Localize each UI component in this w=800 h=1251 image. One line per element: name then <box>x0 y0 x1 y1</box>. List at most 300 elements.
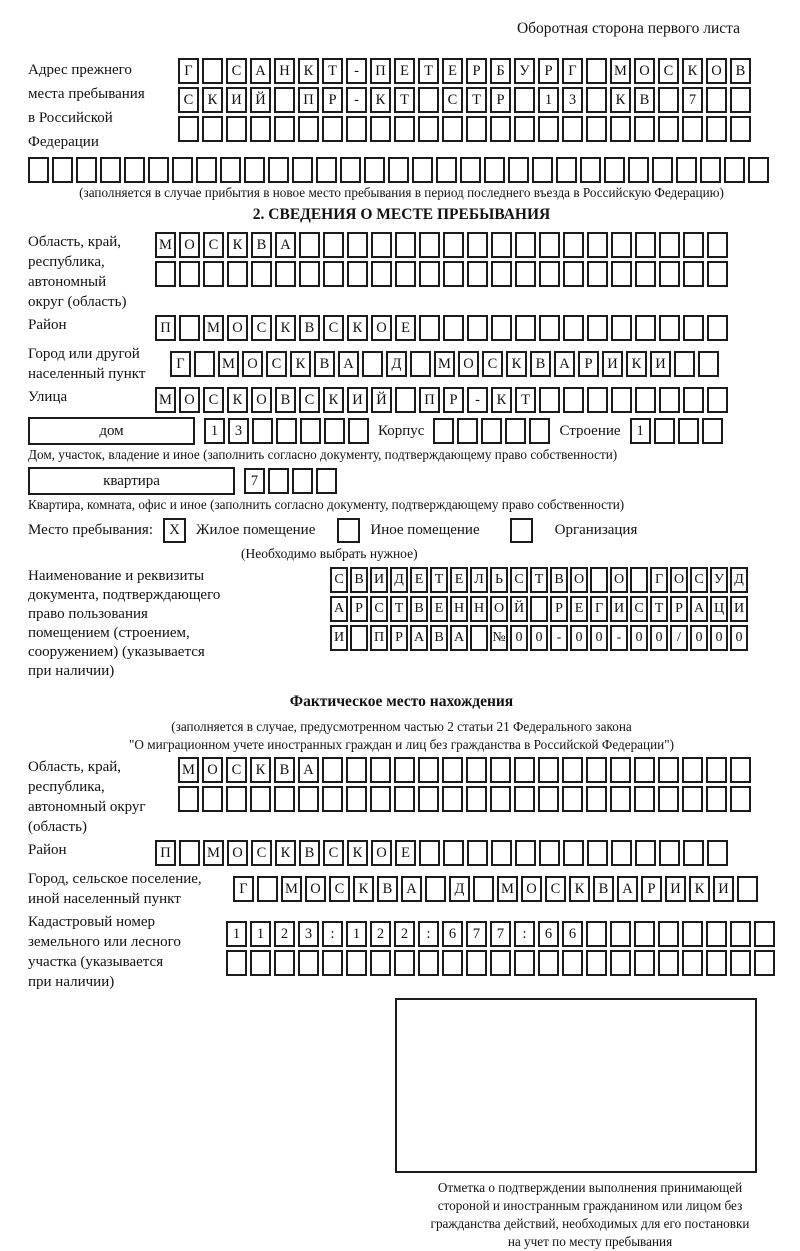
char-box <box>179 840 200 866</box>
char-box <box>418 757 439 783</box>
char-box: 1 <box>250 921 271 947</box>
char-box: Т <box>394 87 415 113</box>
char-box: 1 <box>204 418 225 444</box>
char-box: 2 <box>370 921 391 947</box>
char-box: Р <box>390 625 408 651</box>
char-box <box>226 950 247 976</box>
char-box <box>678 418 699 444</box>
char-box: № <box>490 625 508 651</box>
char-box: 7 <box>682 87 703 113</box>
char-box <box>346 116 367 142</box>
kvartira-block <box>28 467 775 495</box>
char-box: О <box>227 840 248 866</box>
char-box: Г <box>170 351 191 377</box>
char-box <box>346 786 367 812</box>
char-box: М <box>281 876 302 902</box>
char-box: 0 <box>730 625 748 651</box>
fact-gorod-label <box>28 869 233 909</box>
fact-raion-block <box>28 840 775 866</box>
char-box <box>194 351 215 377</box>
char-box <box>298 950 319 976</box>
char-box: Д <box>386 351 407 377</box>
char-box <box>635 315 656 341</box>
char-box <box>682 116 703 142</box>
char-box: П <box>298 87 319 113</box>
char-box: К <box>610 87 631 113</box>
char-box <box>683 261 704 287</box>
ulitsa-row <box>155 387 728 413</box>
char-box <box>460 157 481 183</box>
char-box: К <box>250 757 271 783</box>
char-box <box>466 786 487 812</box>
char-box <box>178 116 199 142</box>
kvartira-widebox: квартира <box>28 467 235 495</box>
char-box <box>586 921 607 947</box>
char-box: Г <box>590 596 608 622</box>
char-box <box>274 116 295 142</box>
char-box <box>203 261 224 287</box>
doc-row-2 <box>330 596 748 622</box>
prev-address-label-line: Адрес прежнего <box>28 62 132 78</box>
char-box: В <box>550 567 568 593</box>
char-box <box>274 950 295 976</box>
char-box <box>659 261 680 287</box>
char-box: 1 <box>226 921 247 947</box>
char-box: С <box>323 840 344 866</box>
char-box <box>274 87 295 113</box>
char-box: М <box>497 876 518 902</box>
mesto-label: Место пребывания: <box>28 522 153 538</box>
char-box <box>562 116 583 142</box>
char-box <box>419 261 440 287</box>
char-box: С <box>658 58 679 84</box>
kadastr-label-line: Кадастровый номер <box>28 914 155 930</box>
kvartira-number-cells <box>244 468 337 494</box>
char-box <box>491 261 512 287</box>
char-box: А <box>250 58 271 84</box>
char-box <box>442 950 463 976</box>
char-box: К <box>323 387 344 413</box>
char-box <box>419 315 440 341</box>
char-box: Т <box>466 87 487 113</box>
char-box <box>202 58 223 84</box>
char-box <box>514 116 535 142</box>
char-box: А <box>401 876 422 902</box>
char-box <box>674 351 695 377</box>
char-box <box>634 950 655 976</box>
char-box <box>226 786 247 812</box>
char-box <box>298 116 319 142</box>
char-box <box>419 840 440 866</box>
char-box: В <box>275 387 296 413</box>
kadastr-rows <box>226 912 775 992</box>
char-box <box>532 157 553 183</box>
char-box <box>556 157 577 183</box>
char-box <box>530 596 548 622</box>
char-box <box>683 315 704 341</box>
char-box: Р <box>322 87 343 113</box>
char-box <box>251 261 272 287</box>
oblast-label-line: республика, <box>28 254 105 270</box>
char-box <box>514 950 535 976</box>
prev-address-row-1 <box>178 58 751 84</box>
doc-block <box>28 567 775 681</box>
char-box <box>610 950 631 976</box>
char-box <box>292 157 313 183</box>
char-box <box>538 786 559 812</box>
dom-block <box>28 417 775 445</box>
char-box <box>395 232 416 258</box>
char-box <box>418 116 439 142</box>
char-box <box>196 157 217 183</box>
char-box: К <box>298 58 319 84</box>
fact-oblast-rows <box>178 757 751 837</box>
char-box <box>586 116 607 142</box>
char-box <box>659 840 680 866</box>
char-box: С <box>442 87 463 113</box>
char-box <box>443 261 464 287</box>
char-box: В <box>274 757 295 783</box>
char-box <box>658 786 679 812</box>
char-box: С <box>329 876 350 902</box>
char-box <box>28 157 49 183</box>
char-box <box>683 232 704 258</box>
option-inoe-label: Иное помещение <box>370 522 480 538</box>
char-box <box>563 315 584 341</box>
kadastr-label <box>28 912 226 992</box>
char-box: Р <box>550 596 568 622</box>
char-box: О <box>634 58 655 84</box>
kadastr-row-1 <box>226 921 775 947</box>
char-box <box>418 87 439 113</box>
prev-address-label-line: в Российской <box>28 110 113 126</box>
char-box: К <box>347 840 368 866</box>
char-box: В <box>377 876 398 902</box>
char-box <box>490 757 511 783</box>
char-box <box>250 786 271 812</box>
char-box <box>724 157 745 183</box>
char-box <box>514 757 535 783</box>
char-box: А <box>450 625 468 651</box>
fact-gorod-label-line: Город, сельское поселение, <box>28 871 202 887</box>
char-box: О <box>458 351 479 377</box>
char-box: В <box>299 315 320 341</box>
char-box: С <box>330 567 348 593</box>
char-box: Г <box>562 58 583 84</box>
char-box: М <box>218 351 239 377</box>
char-box: Й <box>510 596 528 622</box>
char-box: К <box>275 840 296 866</box>
char-box <box>515 315 536 341</box>
char-box: К <box>370 87 391 113</box>
raion-row <box>155 315 728 341</box>
char-box <box>730 757 751 783</box>
char-box: С <box>226 58 247 84</box>
char-box: 6 <box>562 921 583 947</box>
char-box <box>490 786 511 812</box>
checkbox-organizatsiya <box>510 518 533 543</box>
char-box <box>179 261 200 287</box>
char-box: Е <box>430 596 448 622</box>
prev-address-rows <box>178 58 751 154</box>
char-box <box>178 786 199 812</box>
char-box <box>628 157 649 183</box>
char-box <box>443 232 464 258</box>
char-box: С <box>370 596 388 622</box>
checkbox-zhiloe: X <box>163 518 186 543</box>
char-box <box>371 261 392 287</box>
char-box: И <box>602 351 623 377</box>
char-box: О <box>610 567 628 593</box>
char-box <box>514 786 535 812</box>
char-box <box>370 757 391 783</box>
char-box: : <box>418 921 439 947</box>
char-box: В <box>410 596 428 622</box>
char-box <box>702 418 723 444</box>
char-box <box>538 116 559 142</box>
char-box <box>611 232 632 258</box>
doc-label-line: документа, подтверждающего <box>28 587 221 603</box>
char-box <box>515 261 536 287</box>
char-box: К <box>290 351 311 377</box>
char-box <box>346 757 367 783</box>
char-box <box>611 840 632 866</box>
char-box: 0 <box>590 625 608 651</box>
char-box <box>562 757 583 783</box>
char-box: Е <box>450 567 468 593</box>
char-box <box>635 840 656 866</box>
char-box <box>683 387 704 413</box>
char-box: Т <box>650 596 668 622</box>
char-box <box>562 950 583 976</box>
char-box: К <box>227 387 248 413</box>
char-box <box>682 786 703 812</box>
char-box <box>730 87 751 113</box>
char-box <box>323 261 344 287</box>
char-box: У <box>514 58 535 84</box>
char-box: К <box>682 58 703 84</box>
korpus-label: Корпус <box>378 422 425 439</box>
kadastr-label-line: при наличии) <box>28 974 115 990</box>
char-box <box>587 840 608 866</box>
kadastr-label-line: земельного или лесного <box>28 934 181 950</box>
char-box: В <box>430 625 448 651</box>
char-box <box>634 116 655 142</box>
char-box: Д <box>390 567 408 593</box>
char-box <box>490 116 511 142</box>
prev-address-note: (заполняется в случае прибытия в новое место пребывания в период последнего въезда в Российскую Федерацию) <box>79 185 724 200</box>
char-box <box>634 921 655 947</box>
char-box <box>350 625 368 651</box>
char-box <box>562 786 583 812</box>
char-box <box>539 840 560 866</box>
char-box: М <box>610 58 631 84</box>
char-box: Т <box>390 596 408 622</box>
char-box: П <box>155 840 176 866</box>
mesto-block <box>28 518 775 543</box>
fact-raion-label: Район <box>28 842 67 858</box>
char-box <box>658 116 679 142</box>
char-box: С <box>251 315 272 341</box>
char-box: М <box>434 351 455 377</box>
char-box: О <box>242 351 263 377</box>
char-box <box>635 232 656 258</box>
char-box: О <box>371 315 392 341</box>
char-box: 7 <box>244 468 265 494</box>
char-box <box>635 387 656 413</box>
char-box: 3 <box>298 921 319 947</box>
char-box: И <box>665 876 686 902</box>
char-box <box>322 786 343 812</box>
char-box <box>538 950 559 976</box>
char-box: М <box>155 232 176 258</box>
stamp-box <box>395 998 757 1173</box>
char-box <box>484 157 505 183</box>
char-box <box>252 418 273 444</box>
char-box <box>611 261 632 287</box>
char-box <box>298 786 319 812</box>
doc-label-line: право пользования <box>28 606 148 622</box>
char-box <box>371 232 392 258</box>
oblast-row-1 <box>155 232 728 258</box>
char-box: 6 <box>538 921 559 947</box>
kvartira-note: Квартира, комната, офис и иное (заполнить согласно документу, подтверждающему право собственности) <box>28 497 625 512</box>
stamp-caption-line: гражданства действий, необходимых для его постановки <box>430 1216 750 1231</box>
char-box: И <box>347 387 368 413</box>
char-box <box>394 757 415 783</box>
char-box: К <box>347 315 368 341</box>
char-box <box>754 921 775 947</box>
char-box <box>580 157 601 183</box>
doc-row-1 <box>330 567 748 593</box>
char-box <box>466 116 487 142</box>
char-box <box>707 387 728 413</box>
char-box: - <box>346 58 367 84</box>
char-box <box>52 157 73 183</box>
mesto-hint: (Необходимо выбрать нужное) <box>241 546 418 561</box>
char-box <box>324 418 345 444</box>
char-box <box>250 116 271 142</box>
char-box <box>370 950 391 976</box>
char-box: Н <box>274 58 295 84</box>
doc-label-line: при наличии) <box>28 663 115 679</box>
gorod-label-line: Город или другой <box>28 346 140 362</box>
char-box: 0 <box>710 625 728 651</box>
char-box <box>466 757 487 783</box>
fact-gorod-row <box>233 876 758 902</box>
char-box: Н <box>470 596 488 622</box>
char-box: О <box>570 567 588 593</box>
char-box: В <box>730 58 751 84</box>
char-box <box>425 876 446 902</box>
char-box <box>467 315 488 341</box>
char-box <box>442 116 463 142</box>
fact-gorod-label-line: иной населенный пункт <box>28 891 181 907</box>
fact-oblast-label-line: (область) <box>28 819 87 835</box>
char-box: П <box>370 625 388 651</box>
char-box <box>707 232 728 258</box>
char-box <box>257 876 278 902</box>
char-box: К <box>275 315 296 341</box>
char-box <box>539 387 560 413</box>
char-box <box>467 232 488 258</box>
char-box <box>539 315 560 341</box>
char-box: Т <box>515 387 536 413</box>
fact-title: Фактическое место нахождения <box>289 693 514 710</box>
char-box <box>529 418 550 444</box>
char-box <box>457 418 478 444</box>
char-box <box>481 418 502 444</box>
char-box <box>220 157 241 183</box>
char-box: : <box>322 921 343 947</box>
char-box <box>491 315 512 341</box>
stroenie-label: Строение <box>559 422 621 439</box>
char-box <box>654 418 675 444</box>
char-box: Р <box>670 596 688 622</box>
char-box <box>652 157 673 183</box>
char-box: О <box>227 315 248 341</box>
char-box <box>682 757 703 783</box>
oblast-label-line: Область, край, <box>28 234 122 250</box>
char-box <box>467 840 488 866</box>
char-box: 0 <box>690 625 708 651</box>
char-box <box>634 786 655 812</box>
char-box <box>587 387 608 413</box>
char-box <box>202 786 223 812</box>
char-box <box>610 116 631 142</box>
char-box: Р <box>538 58 559 84</box>
char-box: С <box>630 596 648 622</box>
fact-note-line-2: "О миграционном учете иностранных граждан и лиц без гражданства в Российской Федерации") <box>129 737 674 752</box>
prev-address-row-3 <box>178 116 751 142</box>
char-box <box>659 315 680 341</box>
char-box <box>316 468 337 494</box>
fact-oblast-label-line: республика, <box>28 779 105 795</box>
char-box <box>433 418 454 444</box>
char-box <box>275 261 296 287</box>
char-box: Р <box>641 876 662 902</box>
char-box <box>394 950 415 976</box>
char-box: - <box>467 387 488 413</box>
char-box: 1 <box>346 921 367 947</box>
char-box <box>706 757 727 783</box>
char-box: К <box>689 876 710 902</box>
oblast-block <box>28 232 775 312</box>
char-box <box>586 757 607 783</box>
char-box: Д <box>730 567 748 593</box>
char-box <box>730 786 751 812</box>
char-box <box>268 468 289 494</box>
prev-address-label-line: места пребывания <box>28 86 145 102</box>
char-box: А <box>338 351 359 377</box>
char-box <box>748 157 769 183</box>
char-box: И <box>713 876 734 902</box>
doc-row-3 <box>330 625 748 651</box>
char-box <box>466 950 487 976</box>
char-box: В <box>350 567 368 593</box>
doc-label-line: помещением (строением, <box>28 625 190 641</box>
char-box <box>610 921 631 947</box>
dom-widebox: дом <box>28 417 195 445</box>
char-box: Л <box>470 567 488 593</box>
char-box: С <box>482 351 503 377</box>
char-box: 7 <box>466 921 487 947</box>
char-box <box>635 261 656 287</box>
char-box: 1 <box>538 87 559 113</box>
char-box: С <box>178 87 199 113</box>
char-box: Т <box>322 58 343 84</box>
ulitsa-block <box>28 387 775 413</box>
